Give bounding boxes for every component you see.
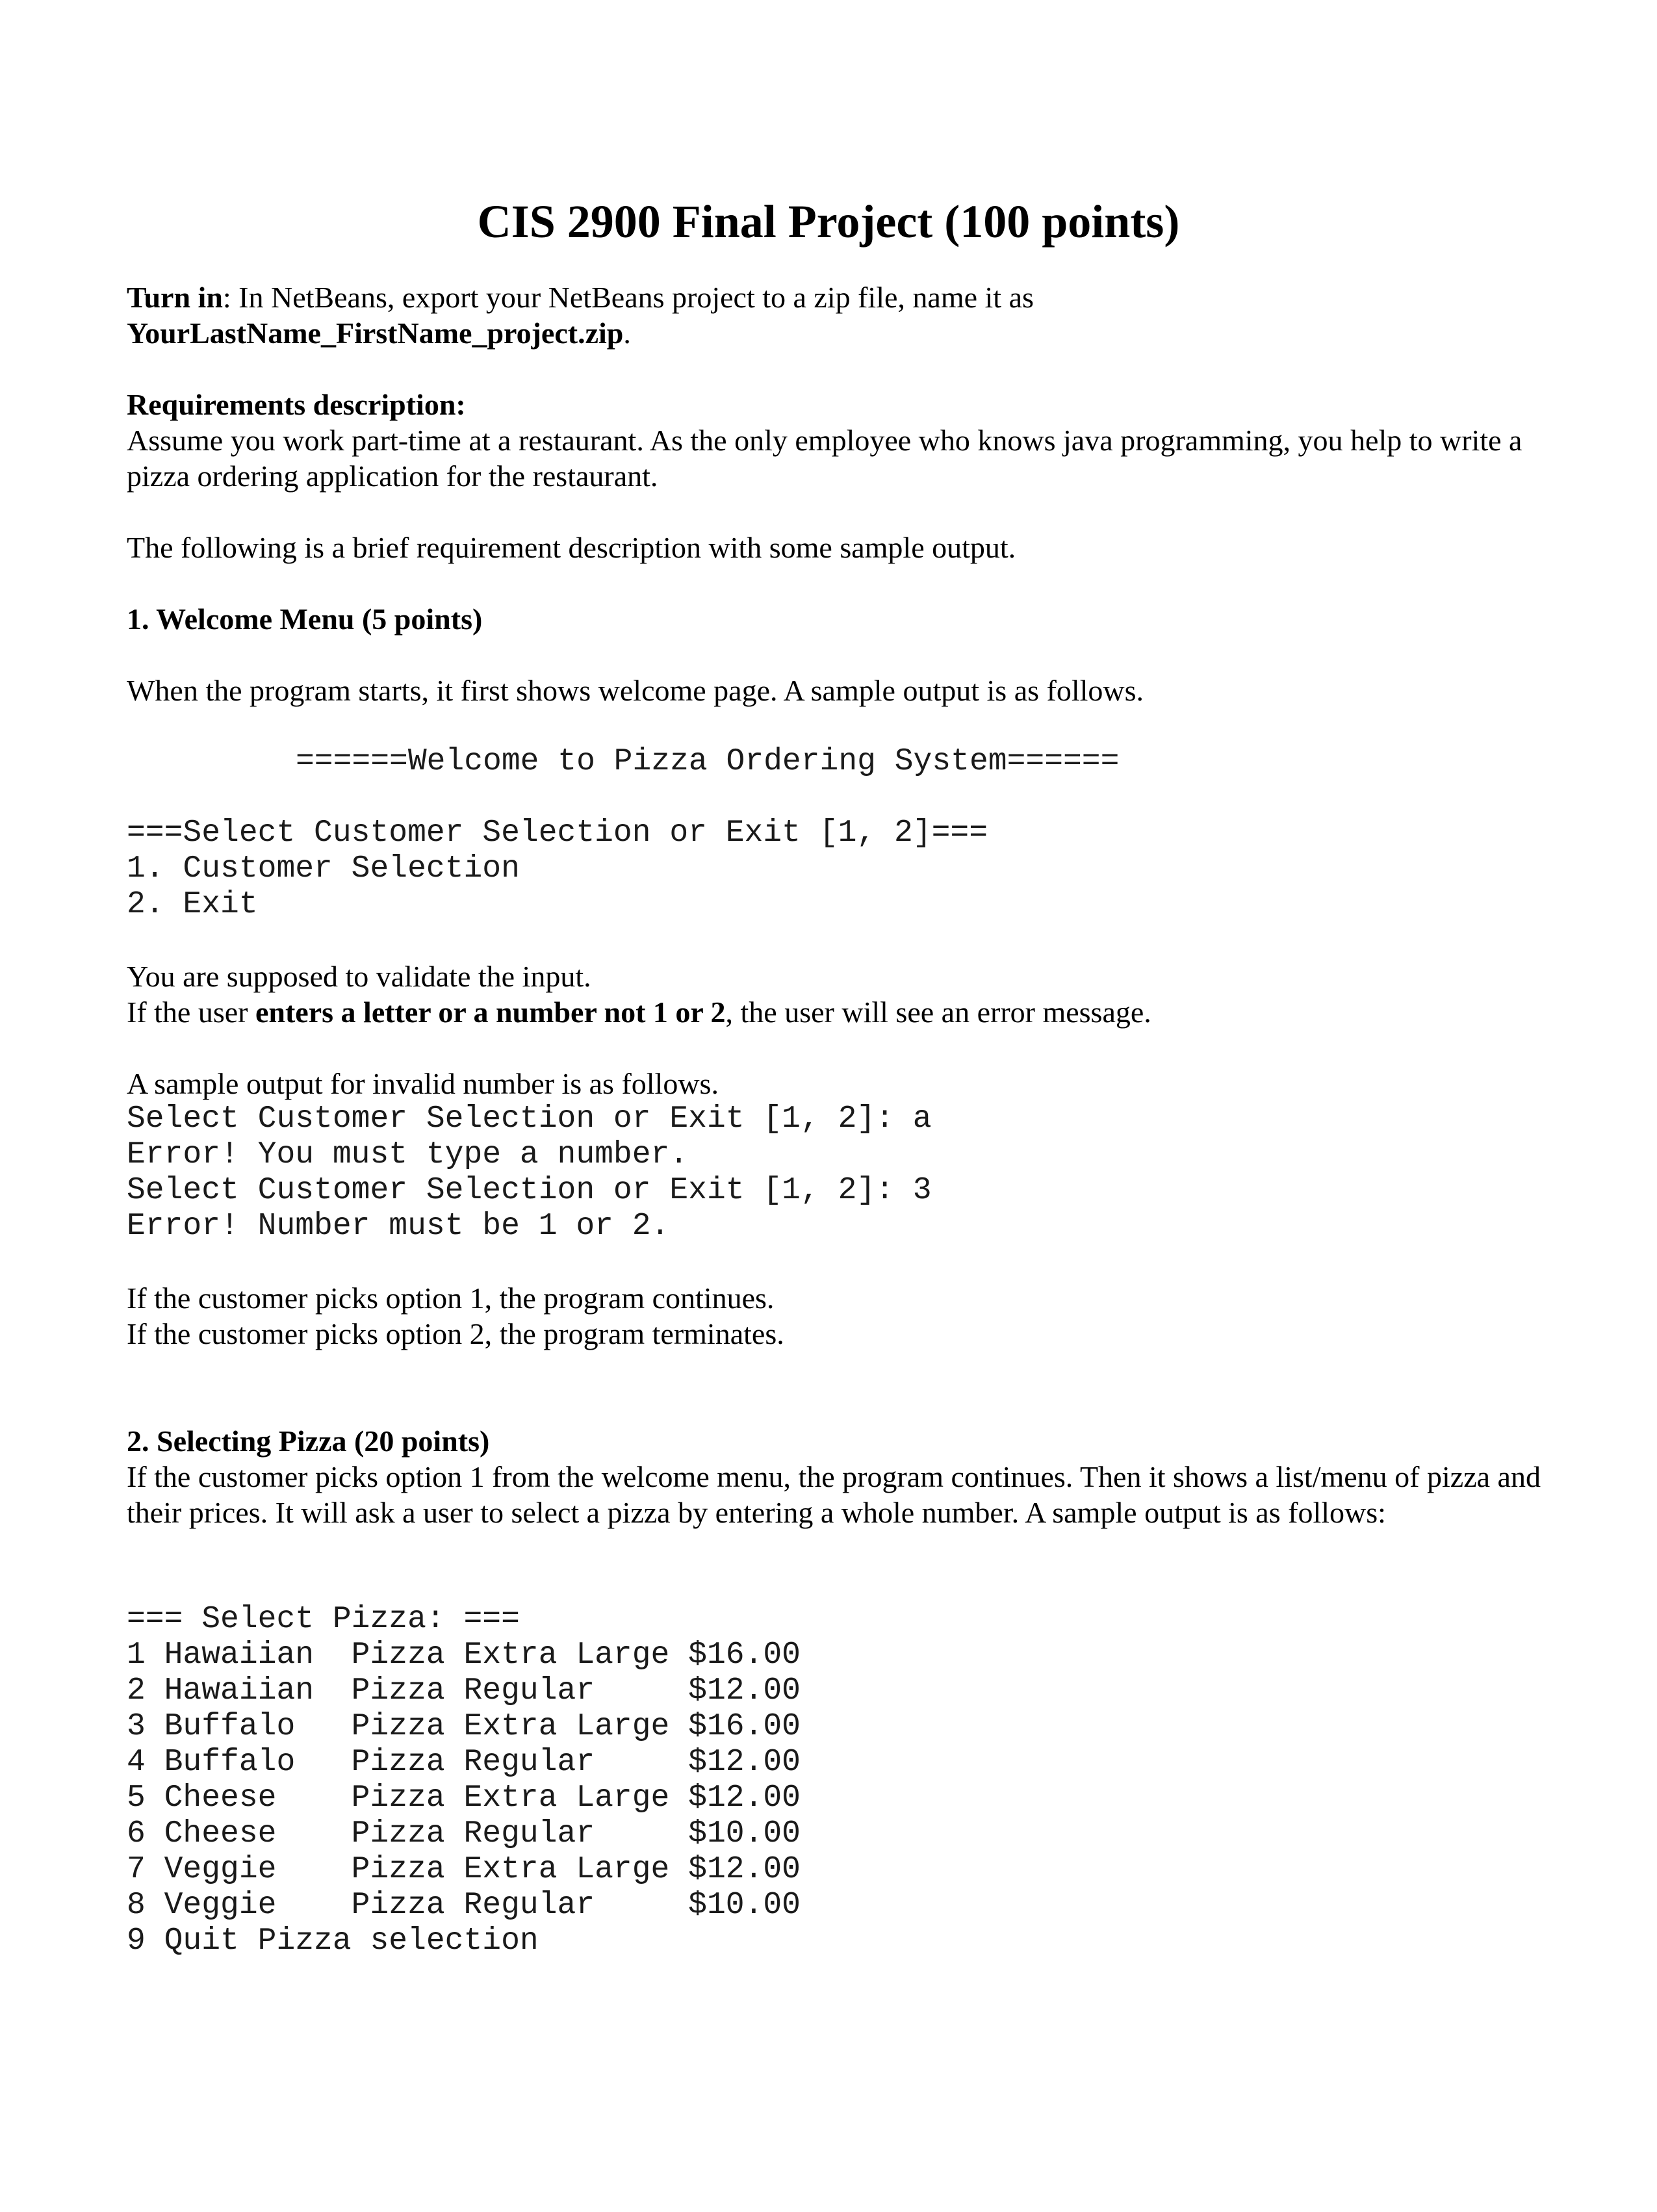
validate-text: You are supposed to validate the input. (127, 960, 591, 993)
error-suffix: , the user will see an error message. (725, 996, 1151, 1029)
page-title: CIS 2900 Final Project (100 points) (477, 196, 1180, 248)
pizza-menu-line: 8 Veggie Pizza Regular $10.00 (127, 1888, 801, 1923)
pizza-menu-line: 9 Quit Pizza selection (127, 1923, 539, 1959)
pizza-menu-header: === Select Pizza: === (127, 1602, 520, 1637)
option1-text: If the customer picks option 1, the program continues. (127, 1281, 775, 1315)
pizza-menu-line: 5 Cheese Pizza Extra Large $12.00 (127, 1781, 801, 1816)
pizza-menu-line: 3 Buffalo Pizza Extra Large $16.00 (127, 1709, 801, 1744)
turn-in-filename: YourLastName_FirstName_project.zip (127, 316, 624, 350)
welcome-menu-line: 1. Customer Selection (127, 851, 520, 886)
turn-in-text: : In NetBeans, export your NetBeans project to a zip file, name it as (222, 281, 1034, 314)
welcome-menu-line: 2. Exit (127, 887, 258, 922)
requirements-body: Assume you work part-time at a restaurant. As the only employee who knows java programming, you help to write a pizza ordering application for the restaurant. (127, 424, 1522, 493)
pizza-menu-line: 6 Cheese Pizza Regular $10.00 (127, 1816, 801, 1851)
option2-text: If the customer picks option 2, the program terminates. (127, 1317, 784, 1350)
turn-in-filename-line (127, 315, 631, 351)
invalid-output-line: Select Customer Selection or Exit [1, 2]: a (127, 1101, 932, 1137)
error-description (127, 994, 1151, 1030)
pizza-menu-line: 2 Hawaiian Pizza Regular $12.00 (127, 1673, 801, 1708)
welcome-banner: ======Welcome to Pizza Ordering System====== (296, 744, 1120, 779)
invalid-output-line: Error! You must type a number. (127, 1137, 689, 1172)
requirements-heading: Requirements description: (127, 388, 466, 421)
invalid-output-line: Select Customer Selection or Exit [1, 2]: 3 (127, 1173, 932, 1208)
requirements-brief: The following is a brief requirement description with some sample output. (127, 531, 1016, 564)
error-bold: enters a letter or a number not 1 or 2 (255, 996, 726, 1029)
turn-in-period: . (623, 316, 631, 350)
error-prefix: If the user (127, 996, 255, 1029)
welcome-menu-line: ===Select Customer Selection or Exit [1, 2]=== (127, 816, 988, 851)
pizza-menu-line: 4 Buffalo Pizza Regular $12.00 (127, 1745, 801, 1780)
turn-in-label: Turn in (127, 281, 223, 314)
section2-body: If the customer picks option 1 from the welcome menu, the program continues. Then it shows a list/menu of pizza and their prices. It will ask a user to select a pizza by entering a whole number. A sample output is as follows: (127, 1460, 1541, 1529)
section1-intro: When the program starts, it first shows welcome page. A sample output is as follows. (127, 674, 1144, 707)
invalid-output-line: Error! Number must be 1 or 2. (127, 1209, 670, 1244)
section2-heading: 2. Selecting Pizza (20 points) (127, 1424, 490, 1458)
pizza-menu-line: 7 Veggie Pizza Extra Large $12.00 (127, 1852, 801, 1887)
section1-heading: 1. Welcome Menu (5 points) (127, 602, 483, 636)
invalid-intro: A sample output for invalid number is as follows. (127, 1067, 719, 1100)
turn-in-line (127, 279, 1034, 315)
pizza-menu-line: 1 Hawaiian Pizza Extra Large $16.00 (127, 1638, 801, 1673)
